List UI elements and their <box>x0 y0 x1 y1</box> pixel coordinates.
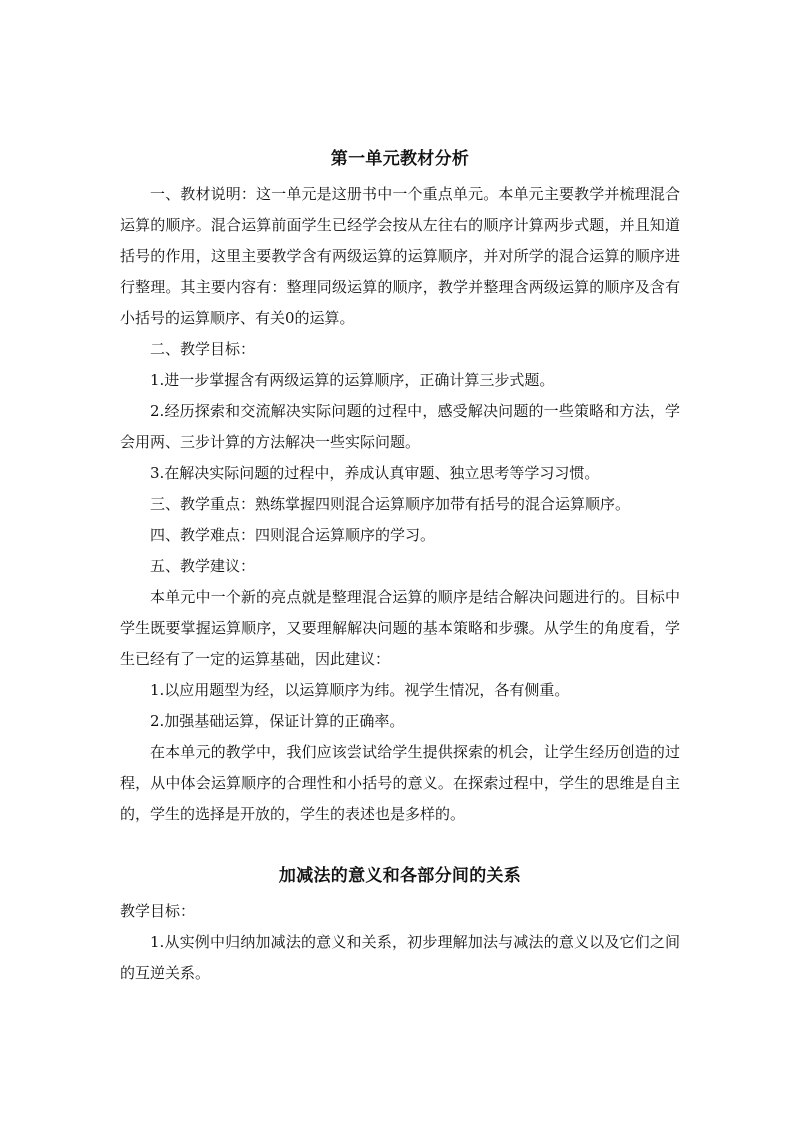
paragraph-key-points: 三、教学重点：熟练掌握四则混合运算顺序加带有括号的混合运算顺序。 <box>150 495 631 513</box>
section1-title: 第一单元教材分析 <box>330 149 470 169</box>
section2-title: 加减法的意义和各部分间的关系 <box>278 866 522 886</box>
section2-goals-label: 教学目标： <box>120 902 196 920</box>
paragraph-material-description: 一、教材说明：这一单元是这册书中一个重点单元。本单元主要教学并梳理混合运算的顺序。混合运算前面学生已经学会按从左往右的顺序计算两步式题，并且知道括号的作用，这里主要教学含有两级运算的运算顺序，并对所学的混合运算的顺序进行整理。其主要内容有：整理同级运算的顺序，教学并整理含两级运算的顺序及含有小括号的运算顺序、有关0的运算。 <box>120 185 680 327</box>
paragraph-suggestion-1: 1.以应用题型为经，以运算顺序为纬。视学生情况，各有侧重。 <box>150 681 570 699</box>
paragraph-goal-3: 3.在解决实际问题的过程中，养成认真审题、独立思考等学习习惯。 <box>150 464 600 482</box>
document-body <box>120 145 680 989</box>
paragraph-suggestions-heading: 五、教学建议： <box>150 557 256 575</box>
paragraph-difficulties: 四、教学难点：四则混合运算顺序的学习。 <box>150 526 436 544</box>
section2-goal-1: 1.从实例中归纳加减法的意义和关系，初步理解加法与减法的意义以及它们之间的互逆关系。 <box>120 933 680 982</box>
paragraph-exploration: 在本单元的教学中，我们应该尝试给学生提供探索的机会，让学生经历创造的过程，从中体会运算顺序的合理性和小括号的意义。在探索过程中，学生的思维是自主的，学生的选择是开放的，学生的表述也是多样的。 <box>120 743 680 823</box>
paragraph-teaching-goals-heading: 二、教学目标： <box>150 340 256 358</box>
paragraph-suggestions-body: 本单元中一个新的亮点就是整理混合运算的顺序是结合解决问题进行的。目标中学生既要掌握运算顺序，又要理解解决问题的基本策略和步骤。从学生的角度看，学生已经有了一定的运算基础，因此建议： <box>120 588 680 668</box>
paragraph-goal-2: 2.经历探索和交流解决实际问题的过程中，感受解决问题的一些策略和方法，学会用两、三步计算的方法解决一些实际问题。 <box>120 402 680 451</box>
paragraph-suggestion-2: 2.加强基础运算，保证计算的正确率。 <box>150 712 405 730</box>
paragraph-goal-1: 1.进一步掌握含有两级运算的运算顺序，正确计算三步式题。 <box>150 371 555 389</box>
